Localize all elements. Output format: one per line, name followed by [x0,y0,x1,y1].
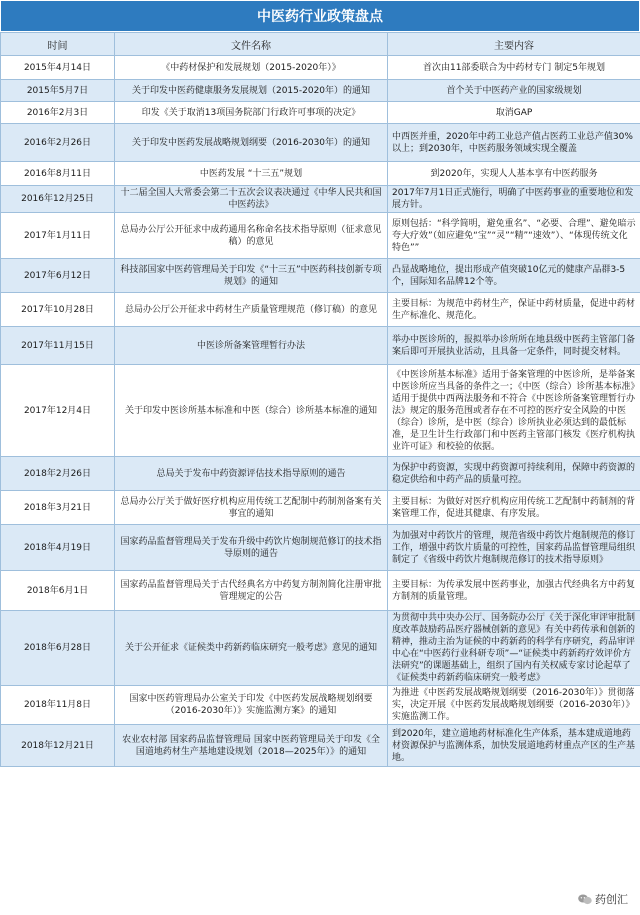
content-cell: 到2020年，建立道地药材标准化生产体系，基本建成道地药材资源保护与监测体系，加快发展道地药材重点产区的生产基地。 [388,725,640,767]
content-cell: 首个关于中医药产业的国家级规划 [388,80,640,102]
table-row [1,525,640,571]
policy-table [0,32,640,767]
header-time: 时间 [1,33,115,56]
table-row [1,611,640,686]
table-row [1,686,640,725]
table-row [1,327,640,365]
table-row [1,293,640,327]
name-cell: 总局办公厅公开征求中成药通用名称命名技术指导原则（征求意见稿）的意见 [115,213,388,259]
header-name: 文件名称 [115,33,388,56]
time-cell: 2017年6月12日 [1,259,115,293]
table-row [1,162,640,186]
content-cell: 原则包括：“科学简明，避免重名”、“必要、合理”、避免暗示夸大疗效”（如应避免“宝”“灵”“精”“速效”）、“体现传统文化特色”” [388,213,640,259]
name-cell: 科技部国家中医药管理局关于印发《“十三五”中医药科技创新专项规划》的通知 [115,259,388,293]
table-row [1,124,640,162]
table-row [1,725,640,767]
content-cell: 为推进《中医药发展战略规划纲要（2016-2030年）》贯彻落实，决定开展《中医药发展战略规划纲要（2016-2030年）》实施监测工作。 [388,686,640,725]
name-cell: 中医诊所备案管理暂行办法 [115,327,388,365]
time-cell: 2018年3月21日 [1,491,115,525]
time-cell: 2017年12月4日 [1,365,115,457]
table-row [1,259,640,293]
name-cell: 农业农村部 国家药品监督管理局 国家中医药管理局关于印发《全国道地药材生产基地建设规划（2018—2025年）》的通知 [115,725,388,767]
content-cell: 举办中医诊所的，报拟举办诊所所在地县级中医药主管部门备案后即可开展执业活动，且具备一定条件，同时提交材料。 [388,327,640,365]
time-cell: 2017年10月28日 [1,293,115,327]
time-cell: 2018年2月26日 [1,457,115,491]
table-row [1,457,640,491]
content-cell: 为加强对中药饮片的管理，规范省级中药饮片炮制规范的修订工作，增强中药饮片质量的可控性，国家药品监督管理局组织制定了《省级中药饮片炮制规范修订的技术指导原则》 [388,525,640,571]
content-cell: 中西医并重，2020年中药工业总产值占医药工业总产值30%以上；到2030年，中医药服务领域实现全覆盖 [388,124,640,162]
wechat-label: 药创汇 [595,893,628,906]
content-cell: 主要目标：为做好对医疗机构应用传统工艺配制中药制剂的背案管理工作，促进其健康、有序发展。 [388,491,640,525]
name-cell: 印发《关于取消13项国务院部门行政许可事项的决定》 [115,102,388,124]
content-cell: 到2020年，实现人人基本享有中医药服务 [388,162,640,186]
table-title: 中医药行业政策盘点 [0,0,640,32]
table-row [1,571,640,611]
time-cell: 2016年12月25日 [1,186,115,213]
name-cell: 《中药材保护和发展规划（2015-2020年）》 [115,56,388,80]
table-row [1,80,640,102]
header-row [1,33,640,56]
time-cell: 2018年4月19日 [1,525,115,571]
content-cell: 主要目标：为传承发展中医药事业，加强古代经典名方中药复方制剂的质量管理。 [388,571,640,611]
time-cell: 2017年1月11日 [1,213,115,259]
wechat-icon [578,894,592,905]
content-cell: 《中医诊所基本标准》适用于备案管理的中医诊所，是举备案中医诊所应当具备的条件之一；《中医（综合）诊所基本标准》适用于提供中西两法服务和不符合《中医诊所备案管理暂行办法》规定的服务范围或者存在不可控的医疗安全风险的中医（综合）诊所，是中医（综合）诊所执业必须达到的最低标准，是卫生计生行政部门和中医药主管部门核发《医疗机构执业许可证》和校验的依据。 [388,365,640,457]
name-cell: 关于印发中医药健康服务发展规划（2015-2020年）的通知 [115,80,388,102]
name-cell: 关于印发中医药发展战略规划纲要（2016-2030年）的通知 [115,124,388,162]
table-row [1,56,640,80]
name-cell: 总局办公厅公开征求中药材生产质量管理规范（修订稿）的意见 [115,293,388,327]
content-cell: 首次由11部委联合为中药材专门 制定5年规划 [388,56,640,80]
name-cell: 中医药发展 “十三五”规划 [115,162,388,186]
time-cell: 2015年4月14日 [1,56,115,80]
content-cell: 取消GAP [388,102,640,124]
content-cell: 主要目标：为规范中药材生产，保证中药材质量，促进中药材生产标准化、规范化。 [388,293,640,327]
content-cell: 凸显战略地位，提出形成产值突破10亿元的健康产品群3-5个，国际知名品牌12个等。 [388,259,640,293]
table-row [1,186,640,213]
header-content: 主要内容 [388,33,640,56]
name-cell: 关于印发中医诊所基本标准和中医（综合）诊所基本标准的通知 [115,365,388,457]
name-cell: 国家药品监督管理局关于发布升级中药饮片炮制规范修订的技术指导原则的通告 [115,525,388,571]
name-cell: 总局关于发布中药资源评估技术指导原则的通告 [115,457,388,491]
name-cell: 关于公开征求《证候类中药新药临床研究一般考虑》意见的通知 [115,611,388,686]
time-cell: 2018年12月21日 [1,725,115,767]
time-cell: 2018年11月8日 [1,686,115,725]
time-cell: 2015年5月7日 [1,80,115,102]
time-cell: 2016年2月3日 [1,102,115,124]
table-row [1,491,640,525]
content-cell: 为贯彻中共中央办公厅、国务院办公厅《关于深化审评审批制度改革鼓励药品医疗器械创新的意见》有关中药传承和创新的精神，推动主治为证候的中药新药的科学有序研究，药品审评中心在“中医药行业科研专项”—“证候类中药新药疗效评价方法研究”的课题基础上，组织了国内有关权威专家讨论起草了《证候类中药新药临床研究一般考虑》 [388,611,640,686]
content-cell: 为保护中药资源，实现中药资源可持续利用，保障中药资源的稳定供给和中药产品的质量可控。 [388,457,640,491]
time-cell: 2017年11月15日 [1,327,115,365]
time-cell: 2016年2月26日 [1,124,115,162]
name-cell: 国家药品监督管理局关于古代经典名方中药复方制剂简化注册审批管理规定的公告 [115,571,388,611]
name-cell: 国家中医药管理局办公室关于印发《中医药发展战略规划纲要（2016-2030年）》实施监测方案》的通知 [115,686,388,725]
table-row [1,365,640,457]
time-cell: 2016年8月11日 [1,162,115,186]
wechat-watermark [574,889,632,909]
time-cell: 2018年6月1日 [1,571,115,611]
table-row [1,213,640,259]
table-row [1,102,640,124]
name-cell: 十二届全国人大常委会第二十五次会议表决通过《中华人民共和国中医药法》 [115,186,388,213]
name-cell: 总局办公厅关于做好医疗机构应用传统工艺配制中药制剂备案有关事宜的通知 [115,491,388,525]
content-cell: 2017年7月1日正式施行，明确了中医药事业的重要地位和发展方针。 [388,186,640,213]
time-cell: 2018年6月28日 [1,611,115,686]
